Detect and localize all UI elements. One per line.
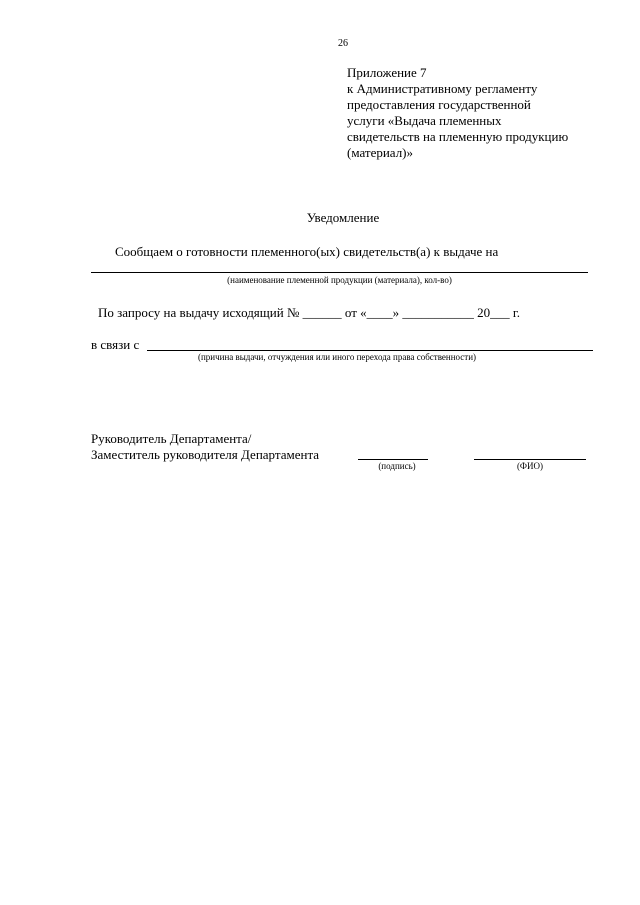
signature-caption: (подпись) bbox=[378, 461, 416, 471]
request-line: По запросу на выдачу исходящий № ______ от «____» ___________ 20___ г. bbox=[98, 305, 520, 320]
product-caption: (наименование племенной продукции (материала), кол-во) bbox=[227, 275, 452, 285]
appendix-line: предоставления государственной bbox=[347, 97, 531, 112]
reason-label: в связи с bbox=[91, 337, 140, 352]
document-title: Уведомление bbox=[306, 210, 380, 225]
appendix-line: к Административному регламенту bbox=[347, 81, 538, 96]
notice-text: Сообщаем о готовности племенного(ых) свидетельств(а) к выдаче на bbox=[115, 244, 499, 259]
appendix-block bbox=[347, 65, 568, 161]
appendix-line: (материал)» bbox=[347, 145, 414, 160]
appendix-line: Приложение 7 bbox=[347, 65, 427, 80]
signature-line bbox=[358, 459, 428, 460]
signer-line-1: Руководитель Департамента/ bbox=[91, 431, 252, 446]
name-line bbox=[474, 459, 586, 460]
signer-block bbox=[91, 431, 319, 463]
signer-line-2: Заместитель руководителя Департамента bbox=[91, 447, 320, 462]
product-line bbox=[91, 272, 588, 273]
appendix-line: услуги «Выдача племенных bbox=[347, 113, 502, 128]
name-caption: (ФИО) bbox=[516, 461, 544, 471]
page-number: 26 bbox=[338, 38, 348, 49]
appendix-line: свидетельств на племенную продукцию bbox=[347, 129, 569, 144]
reason-line bbox=[147, 350, 593, 351]
reason-caption: (причина выдачи, отчуждения или иного перехода права собственности) bbox=[197, 352, 477, 362]
